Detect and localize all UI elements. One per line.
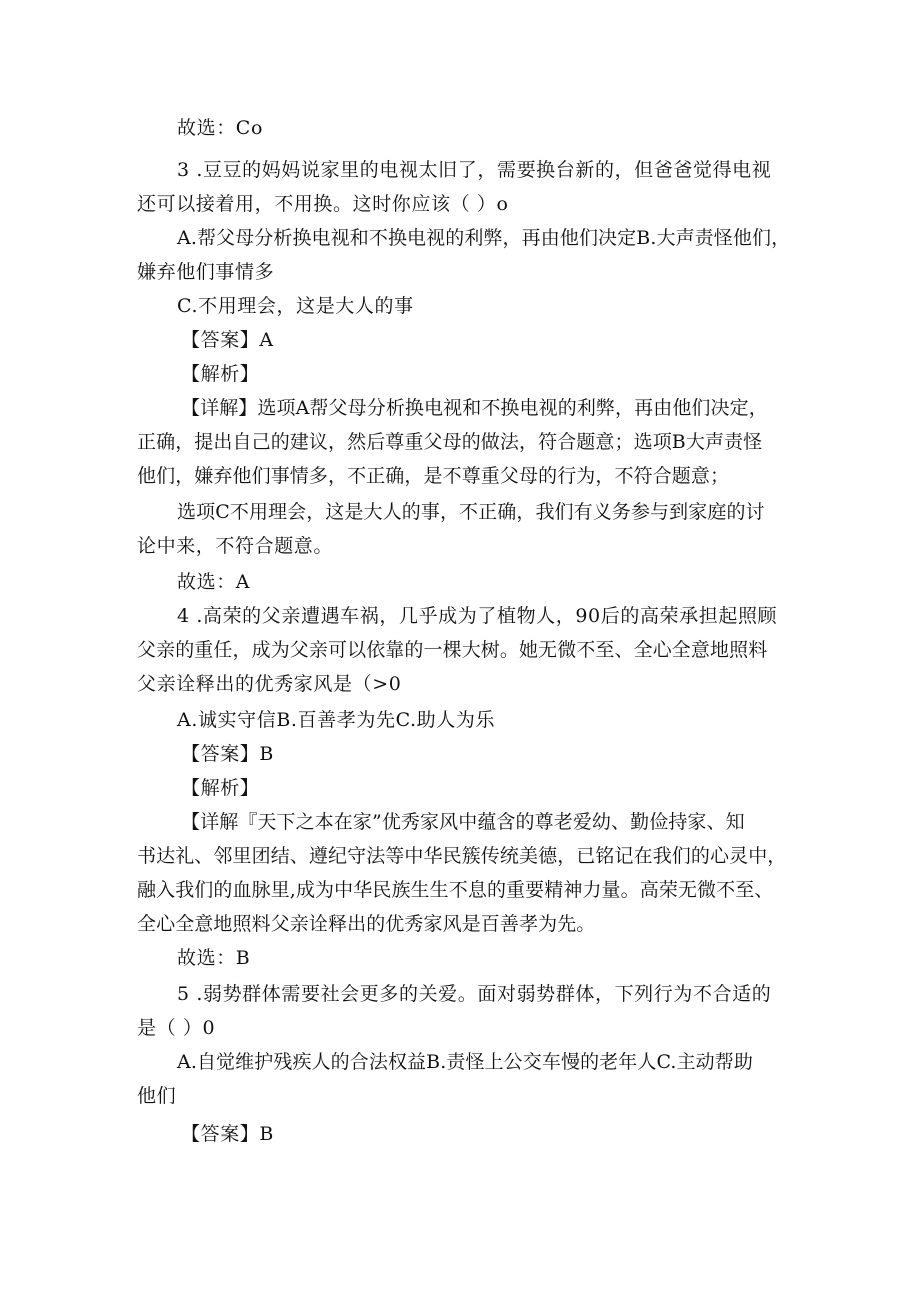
detail-2-line-2: 书达礼、邻里团结、遵纪守法等中华民簇传统美德，已铭记在我们的心灵中， bbox=[137, 845, 787, 867]
choice-line-3: 故选：B bbox=[177, 947, 251, 969]
detail-1-line-4: 选项C不用理会，这是大人的事，不正确，我们有义务参与到家庭的讨 bbox=[177, 501, 765, 523]
detail-1-line-2: 正确，提出自己的建议，然后尊重父母的做法，符合题意；选项B大声责怪 bbox=[137, 431, 763, 453]
question-3-options-line-1: A.帮父母分析换电视和不换电视的利弊，再由他们决定B.大声责怪他们， bbox=[177, 227, 791, 249]
text-line-1: 故选：Co bbox=[177, 117, 263, 139]
question-3-line-2: 还可以接着用，不用换。这时你应该（ ）o bbox=[137, 193, 509, 215]
question-5-options-line-1: A.自觉维护残疾人的合法权益B.责怪上公交车慢的老年人C.主动帮助 bbox=[177, 1051, 753, 1073]
answer-label-2: 【答案】B bbox=[181, 743, 274, 765]
question-3-option-c: C.不用理会，这是大人的事 bbox=[177, 295, 414, 317]
detail-1-line-1: 【详解】选项A帮父母分析换电视和不换电视的利弊，再由他们决定， bbox=[181, 397, 768, 419]
analysis-label-1: 【解析】 bbox=[181, 363, 260, 385]
detail-1-line-5: 论中来，不符合题意。 bbox=[137, 535, 334, 557]
choice-line-2: 故选：A bbox=[177, 571, 251, 593]
question-3-options-line-2: 嫌弃他们事情多 bbox=[137, 261, 275, 283]
question-4-line-3: 父亲诠释出的优秀家风是（>0 bbox=[137, 673, 402, 695]
detail-2-line-1: 【详解『天下之本在家”优秀家风中蕴含的尊老爱幼、勤俭持家、知 bbox=[181, 811, 745, 833]
question-4-options: A.诚实守信B.百善孝为先C.助人为乐 bbox=[177, 709, 496, 731]
question-3-line-1: 3 .豆豆的妈妈说家里的电视太旧了，需要换台新的，但爸爸觉得电视 bbox=[177, 159, 772, 181]
question-5-line-1: 5 .弱势群体需要社会更多的关爱。面对弱势群体，下列行为不合适的 bbox=[177, 983, 772, 1005]
detail-2-line-3: 融入我们的血脉里,成为中华民族生生不息的重要精神力量。高荣无微不至、 bbox=[137, 879, 774, 901]
analysis-label-2: 【解析】 bbox=[181, 777, 260, 799]
answer-label-3: 【答案】B bbox=[181, 1123, 274, 1145]
answer-label-1: 【答案】A bbox=[181, 329, 274, 351]
detail-2-line-4: 全心全意地照料父亲诠释出的优秀家风是百善孝为先。 bbox=[137, 913, 596, 935]
question-4-line-1: 4 .高荣的父亲遭遇车祸，几乎成为了植物人，90后的高荣承担起照顾 bbox=[177, 605, 778, 627]
question-5-line-2: 是（ ）0 bbox=[137, 1017, 216, 1039]
question-5-options-line-2: 他们 bbox=[137, 1085, 177, 1107]
detail-1-line-3: 他们，嫌弃他们事情多，不正确，是不尊重父母的行为，不符合题意； bbox=[137, 465, 730, 487]
question-4-line-2: 父亲的重任，成为父亲可以依靠的一棵大树。她无微不至、全心全意地照料 bbox=[137, 639, 768, 661]
